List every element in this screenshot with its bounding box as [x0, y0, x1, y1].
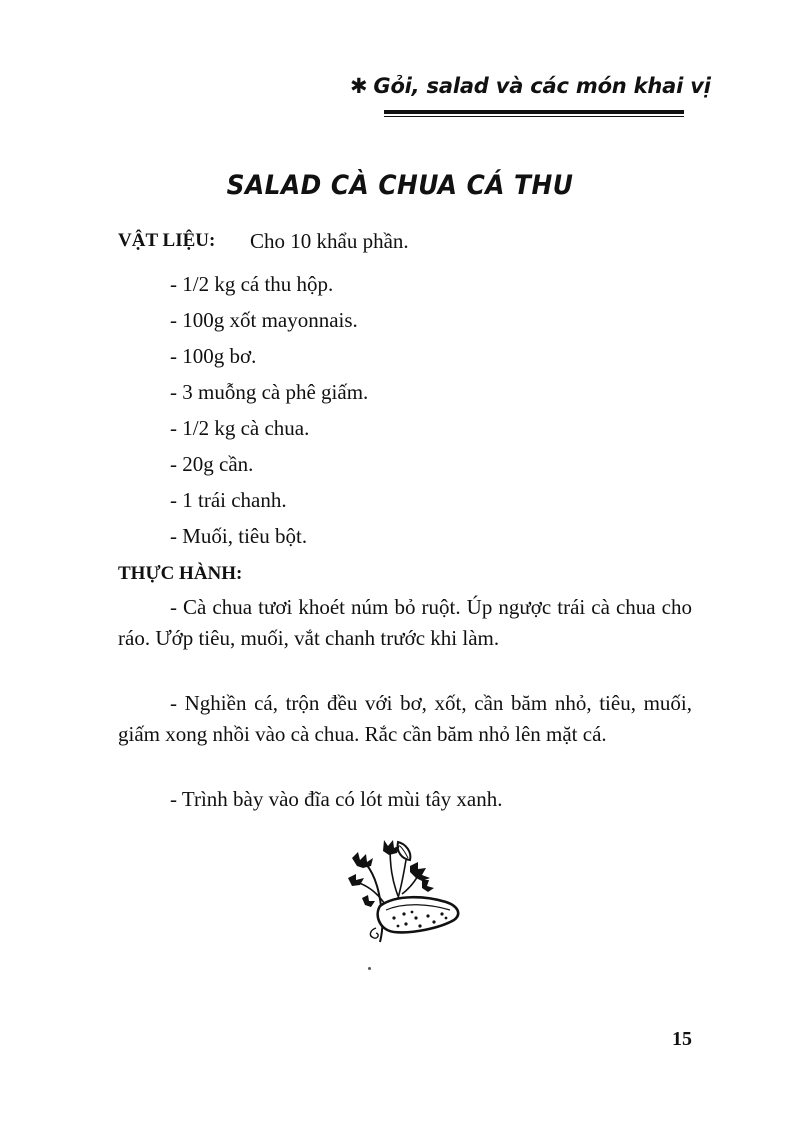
ingredient-item: - 1/2 kg cà chua.	[170, 416, 310, 440]
running-title: Gỏi, salad và các món khai vị	[373, 74, 711, 98]
recipe-title: SALAD CÀ CHUA CÁ THU	[226, 170, 574, 201]
header-rule-thin	[384, 116, 684, 117]
practice-label: THỰC HÀNH:	[118, 563, 243, 584]
practice-step: - Trình bày vào đĩa có lót mùi tây xanh.	[170, 787, 503, 811]
ingredient-list	[170, 266, 368, 554]
page-number: 15	[672, 1028, 692, 1050]
practice-step: - Nghiền cá, trộn đều với bơ, xốt, cần băm nhỏ, tiêu, muối, giấm xong nhồi vào cà chua. Rắc cần băm nhỏ lên mặt cá.	[118, 691, 692, 746]
practice-step: - Cà chua tươi khoét núm bỏ ruột. Úp ngược trái cà chua cho ráo. Ướp tiêu, muối, vắt chanh trước khi làm.	[118, 595, 692, 650]
ingredient-item: - 100g xốt mayonnais.	[170, 308, 358, 332]
materials-label: VẬT LIỆU:	[118, 230, 216, 251]
ingredient-item: - 100g bơ.	[170, 344, 257, 368]
ingredient-item: - 3 muỗng cà phê giấm.	[170, 380, 369, 404]
print-speck	[368, 967, 371, 970]
ingredient-item: - 1/2 kg cá thu hộp.	[170, 272, 334, 296]
header-rule	[384, 110, 684, 114]
materials-intro: Cho 10 khẩu phần.	[250, 229, 409, 253]
vegetable-sketch-icon	[346, 836, 462, 944]
ingredient-item: - Muối, tiêu bột.	[170, 524, 308, 548]
ingredient-item: - 1 trái chanh.	[170, 488, 287, 512]
ingredient-item: - 20g cần.	[170, 452, 254, 476]
star-icon: ✱	[350, 74, 368, 98]
running-header	[350, 74, 711, 98]
